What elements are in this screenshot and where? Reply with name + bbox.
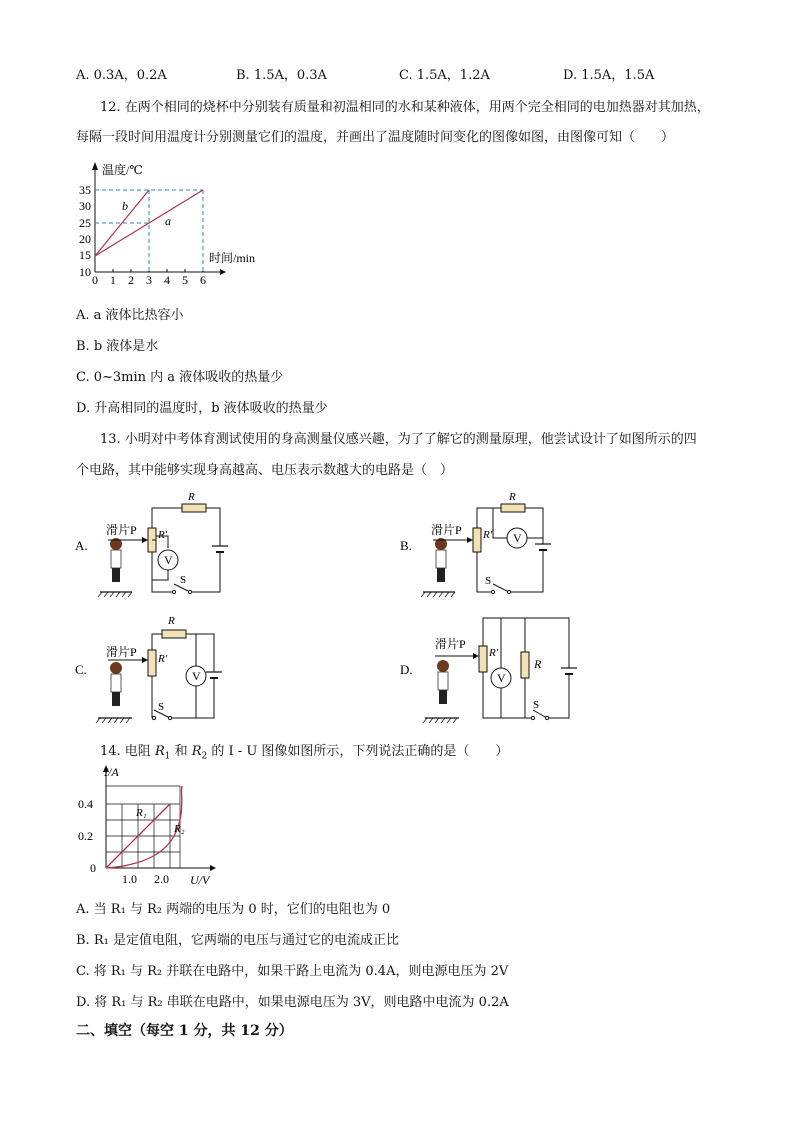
q11-option-c: C. 1.5A，1.2A bbox=[399, 68, 490, 83]
circuit-b-rprime: R′ bbox=[483, 529, 493, 541]
q14-stem bbox=[100, 740, 508, 762]
q12-xtick-1: 1 bbox=[110, 273, 116, 287]
q14-ytick-02: 0.2 bbox=[78, 829, 93, 843]
q12-ytick-15: 15 bbox=[79, 248, 91, 262]
q14-xtick-1: 1.0 bbox=[122, 872, 137, 886]
q14-option-a: A. 当 R₁ 与 R₂ 两端的电压为 0 时，它们的电阻也为 0 bbox=[76, 902, 391, 917]
circuit-d-switch: S bbox=[533, 699, 540, 711]
q14-stem-mid: 和 bbox=[170, 744, 192, 759]
q12-ylabel: 温度/℃ bbox=[102, 163, 143, 177]
q12-option-d: D. 升高相同的温度时，b 液体吸收的热量少 bbox=[76, 401, 328, 416]
circuit-b-voltmeter: V bbox=[513, 531, 522, 545]
q12-label-a: a bbox=[165, 214, 171, 228]
circuit-b-slider-label: 滑片P bbox=[431, 523, 462, 537]
q13-circuit-c bbox=[72, 610, 242, 724]
q12-xtick-6: 6 bbox=[200, 273, 206, 287]
q11-option-a: A. 0.3A，0.2A bbox=[76, 68, 167, 83]
q12-xtick-4: 4 bbox=[164, 273, 170, 287]
circuit-a-letter: A. bbox=[75, 538, 88, 553]
q13-circuit-d bbox=[397, 610, 587, 724]
person-icon bbox=[435, 538, 447, 582]
person-icon bbox=[437, 660, 449, 704]
q13-circuit-b bbox=[397, 488, 567, 602]
person-icon bbox=[110, 662, 122, 706]
q14-stem-pre: 14. 电阻 bbox=[100, 744, 155, 759]
circuit-a-rprime: R′ bbox=[158, 529, 168, 541]
q13-stem-line1: 13. 小明对中考体育测试使用的身高测量仪感兴趣，为了了解它的测量原理，他尝试设计了如图所示的四 bbox=[100, 432, 697, 447]
circuit-d-slider-label: 滑片P bbox=[435, 637, 466, 651]
circuit-a-voltmeter: V bbox=[164, 553, 173, 567]
q14-label-r1: R₁ bbox=[136, 807, 147, 819]
q14-label-r2: R₂ bbox=[174, 823, 185, 835]
q14-stem-post: 的 I - U 图像如图所示，下列说法正确的是（ ） bbox=[207, 744, 509, 759]
q12-temperature-graph bbox=[70, 158, 300, 288]
q14-stem-sub1: 1 bbox=[164, 751, 171, 762]
q14-option-d: D. 将 R₁ 与 R₂ 串联在电路中，如果电源电压为 3V，则电路中电流为 0.2A bbox=[76, 995, 509, 1010]
q12-xlabel: 时间/min bbox=[209, 251, 256, 265]
q14-iu-graph bbox=[74, 762, 224, 888]
q12-option-a: A. a 液体比热容小 bbox=[76, 308, 184, 323]
q14-ytick-04: 0.4 bbox=[78, 797, 93, 811]
circuit-a-slider-label: 滑片P bbox=[106, 523, 137, 537]
q12-ytick-10: 10 bbox=[79, 265, 91, 279]
q11-option-d: D. 1.5A，1.5A bbox=[563, 68, 655, 83]
q12-ytick-20: 20 bbox=[79, 232, 91, 246]
circuit-c-letter: C. bbox=[75, 662, 87, 677]
q11-option-b: B. 1.5A，0.3A bbox=[236, 68, 327, 83]
q12-ytick-35: 35 bbox=[79, 183, 91, 197]
circuit-d-r: R bbox=[534, 657, 542, 671]
q14-stem-r1: R bbox=[154, 744, 165, 759]
q14-option-c: C. 将 R₁ 与 R₂ 并联在电路中，如果干路上电流为 0.4A，则电源电压为 2V bbox=[76, 964, 509, 979]
q14-option-b: B. R₁ 是定值电阻，它两端的电压与通过它的电流成正比 bbox=[76, 933, 399, 948]
circuit-a-switch: S bbox=[180, 574, 187, 586]
q13-circuit-a bbox=[72, 488, 242, 602]
q12-option-b: B. b 液体是水 bbox=[76, 339, 159, 354]
circuit-c-rprime: R′ bbox=[158, 653, 168, 665]
q12-xtick-3: 3 bbox=[146, 273, 152, 287]
q12-xtick-5: 5 bbox=[182, 273, 188, 287]
q12-stem-line1: 12. 在两个相同的烧杯中分别装有质量和初温相同的水和某种液体，用两个完全相同的电加热器对其加热， bbox=[100, 100, 710, 115]
circuit-b-switch: S bbox=[485, 575, 492, 587]
q14-xtick-2: 2.0 bbox=[154, 872, 169, 886]
circuit-d-rprime: R′ bbox=[489, 647, 499, 659]
q14-stem-r2: R bbox=[191, 744, 202, 759]
q14-stem-sub2: 2 bbox=[201, 751, 208, 762]
q12-xtick-2: 2 bbox=[128, 273, 134, 287]
q14-ytick-0: 0 bbox=[90, 861, 96, 875]
q14-ylabel: I/A bbox=[104, 765, 119, 779]
circuit-c-switch: S bbox=[158, 701, 165, 713]
circuit-c-r: R bbox=[168, 615, 175, 627]
q12-ytick-30: 30 bbox=[79, 199, 91, 213]
section-2-heading: 二、填空（每空 1 分，共 12 分） bbox=[76, 1023, 293, 1039]
q12-option-c: C. 0~3min 内 a 液体吸收的热量少 bbox=[76, 370, 284, 385]
circuit-c-voltmeter: V bbox=[192, 669, 201, 683]
q12-label-b: b bbox=[122, 199, 128, 213]
circuit-a-r: R bbox=[188, 491, 195, 503]
q12-xtick-0: 0 bbox=[92, 273, 98, 287]
q12-ytick-25: 25 bbox=[79, 216, 91, 230]
q14-xlabel: U/V bbox=[190, 873, 210, 887]
q12-stem-line2: 每隔一段时间用温度计分别测量它们的温度，并画出了温度随时间变化的图像如图，由图像可知（ ） bbox=[76, 130, 675, 145]
circuit-d-voltmeter: V bbox=[497, 671, 506, 685]
person-icon bbox=[110, 538, 122, 582]
circuit-b-letter: B. bbox=[400, 538, 412, 553]
q13-stem-line2: 个电路，其中能够实现身高越高、电压表示数越大的电路是（ ） bbox=[76, 463, 454, 478]
circuit-c-slider-label: 滑片P bbox=[106, 645, 137, 659]
circuit-b-r: R bbox=[509, 491, 516, 503]
circuit-d-letter: D. bbox=[400, 662, 413, 677]
